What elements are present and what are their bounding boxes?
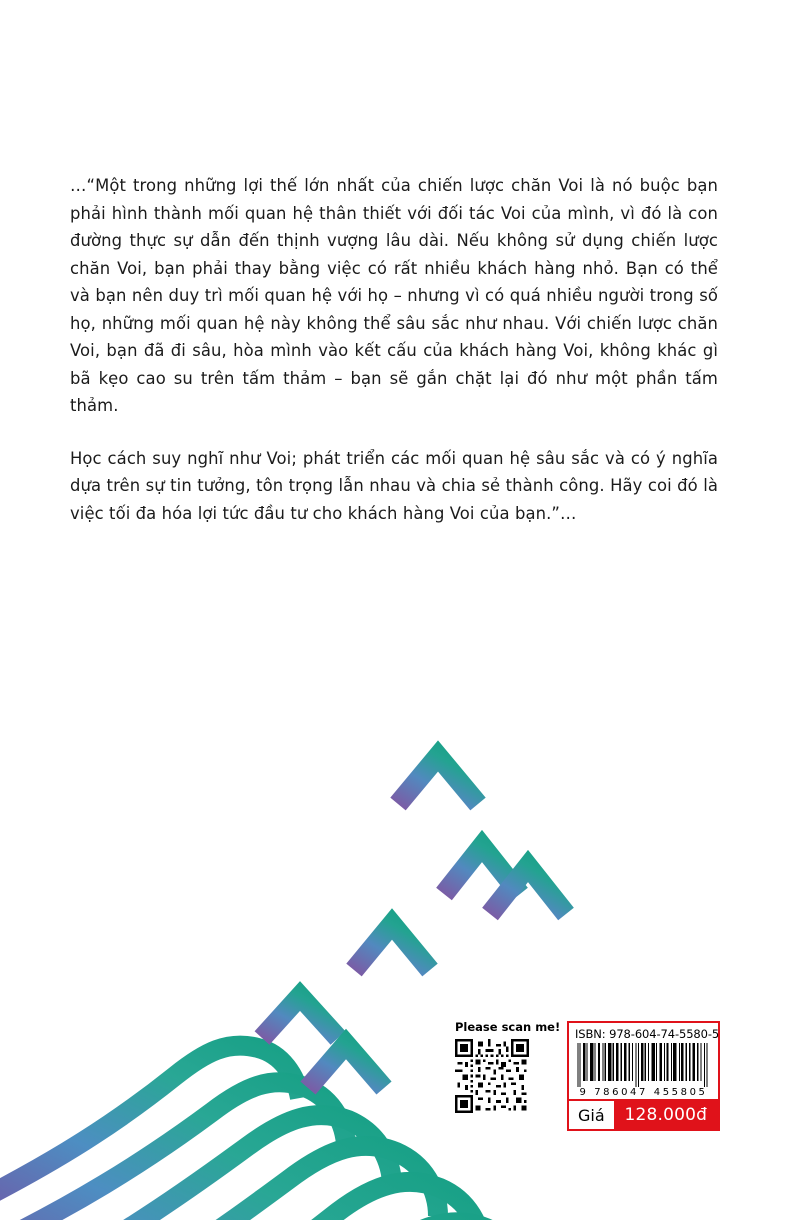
scan-block — [455, 1020, 565, 1113]
price-label: Giá — [578, 1105, 605, 1125]
scan-label: Please scan me! — [455, 1020, 561, 1034]
barcode-digits: 9 786047 455805 — [579, 1087, 708, 1098]
arrow-shaft-1 — [0, 1046, 300, 1210]
price-value: 128.000đ — [614, 1101, 718, 1129]
price-row — [569, 1099, 718, 1129]
barcode-wrap — [569, 1043, 718, 1099]
arrows-svg — [0, 520, 620, 1220]
blurb-paragraph-1: …“Một trong những lợi thế lớn nhất của chiến lược chăn Voi là nó buộc bạn phải hình thành mối quan hệ thân thiết với đối tác Voi của mình, vì đó là con đường thực sự dẫn đến thịnh vượng lâu dài. Nếu không sử dụng chiến lược chăn Voi, bạn phải thay bằng việc có rất nhiều khách hàng nhỏ. Bạn có thể và bạn nên duy trì mối quan hệ với họ – nhưng vì có quá nhiều người trong số họ, những mối quan hệ này không thể sâu sắc như nhau. Với chiến lược chăn Voi, bạn đã đi sâu, hòa mình vào kết cấu của khách hàng Voi, không khác gì bã kẹo cao su trên tấm thảm – bạn sẽ gắn chặt lại đó như một phần tấm thảm. — [70, 176, 718, 415]
barcode — [575, 1043, 712, 1087]
qr-code[interactable] — [455, 1039, 529, 1113]
isbn-text: ISBN: 978-604-74-5580-5 — [575, 1027, 720, 1041]
back-cover-blurb — [70, 172, 718, 527]
blurb-paragraph-2: Học cách suy nghĩ như Voi; phát triển các mối quan hệ sâu sắc và có ý nghĩa dựa trên sự tin tưởng, tôn trọng lẫn nhau và chia sẻ thành công. Hãy coi đó là việc tối đa hóa lợi tức đầu tư cho khách hàng Voi của bạn.”… — [70, 448, 718, 523]
isbn-barcode-block — [567, 1021, 720, 1131]
